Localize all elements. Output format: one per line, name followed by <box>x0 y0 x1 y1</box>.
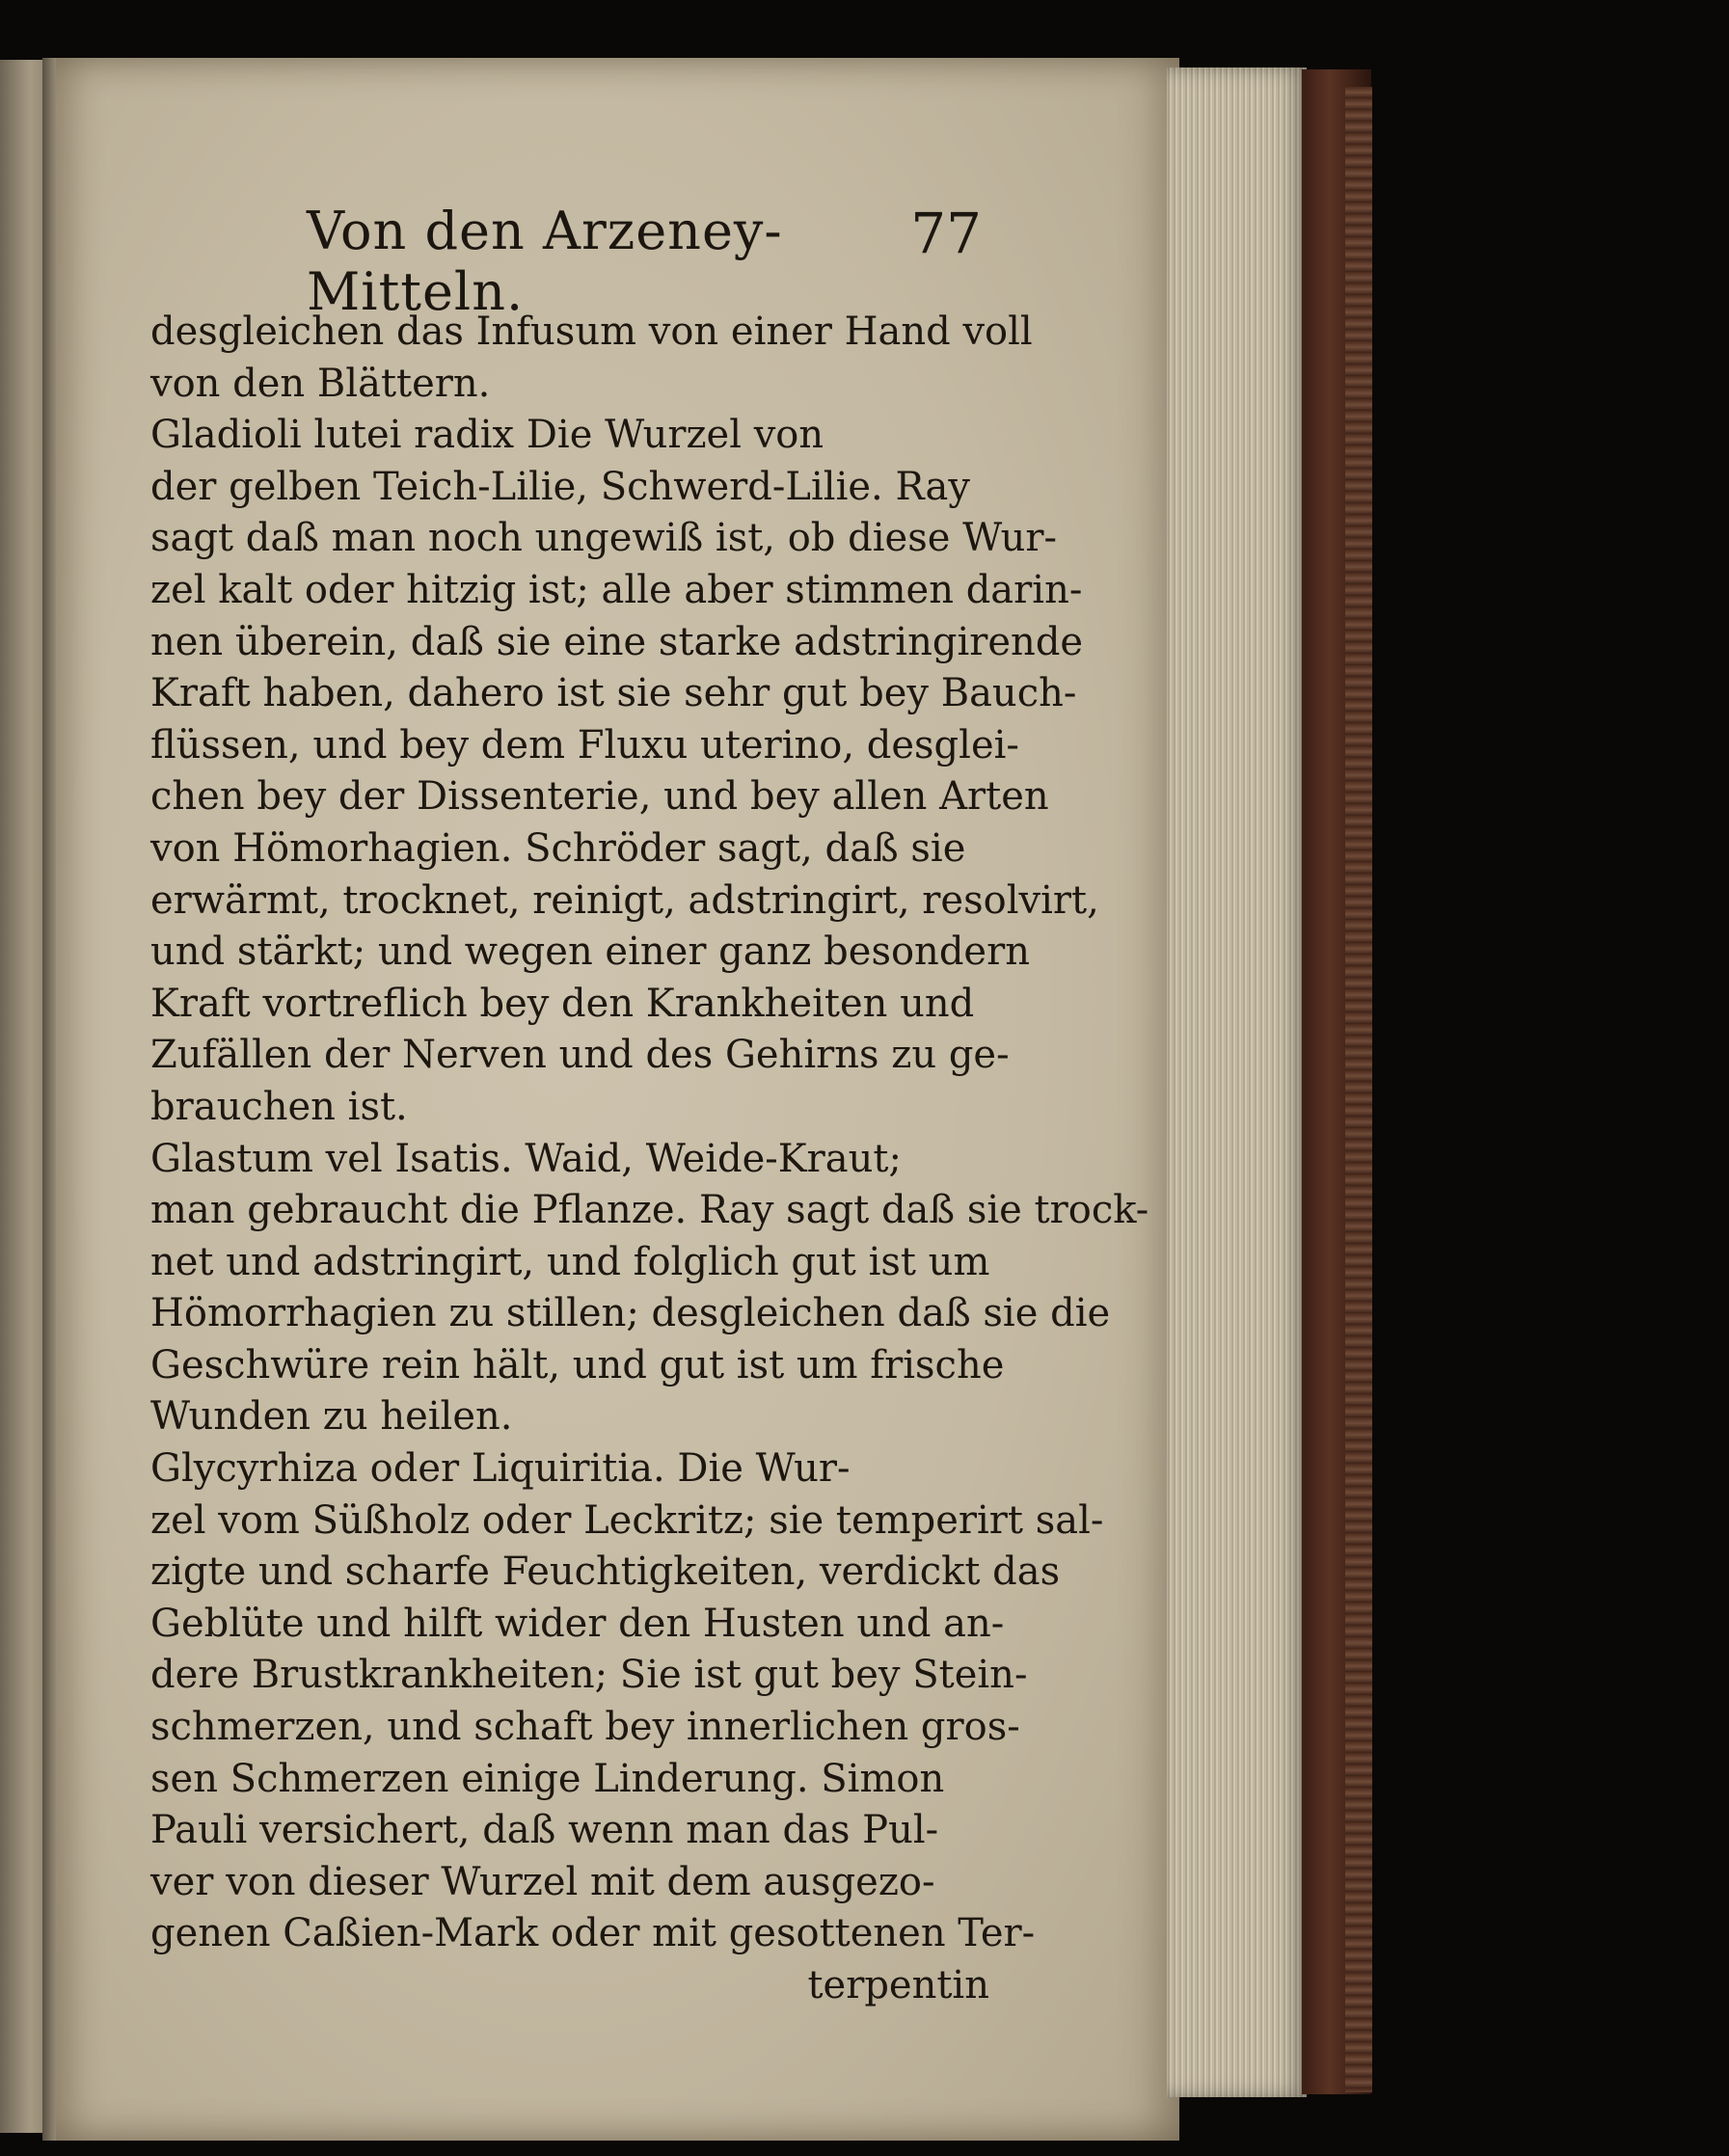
body-text <box>150 307 1149 2012</box>
text-line: zigte und scharfe Feuchtigkeiten, verdickt das <box>150 1550 1061 1595</box>
running-head: Von den Arzeney-Mitteln. <box>307 201 783 322</box>
text-line: Kraft vortreflich bey den Krankheiten und <box>150 981 975 1026</box>
text-line: dere Brustkrankheiten; Sie ist gut bey Stein- <box>150 1653 1028 1698</box>
text-line: Geschwüre rein hält, und gut ist um frische <box>150 1342 1005 1388</box>
text-line: brauchen ist. <box>150 1084 408 1129</box>
text-line: net und adstringirt, und folglich gut ist um <box>150 1239 990 1284</box>
catchword: terpentin <box>807 1963 989 2008</box>
text-line: chen bey der Dissenterie, und bey allen Arten <box>150 774 1049 820</box>
text-line: Glastum vel Isatis. Waid, Weide-Kraut; <box>150 1136 902 1181</box>
text-line: schmerzen, und schaft bey innerlichen gros- <box>150 1705 1020 1750</box>
text-line: Hömorrhagien zu stillen; desgleichen daß sie die <box>150 1291 1111 1336</box>
text-line: erwärmt, trocknet, reinigt, adstringirt, resolvirt, <box>150 877 1099 923</box>
text-line: Geblüte und hilft wider den Husten und an- <box>150 1601 1005 1646</box>
text-line: genen Caßien-Mark oder mit gesottenen Ter- <box>150 1911 1036 1956</box>
text-line: flüssen, und bey dem Fluxu uterino, desglei- <box>150 722 1019 768</box>
text-line: nen überein, daß sie eine starke adstringirende <box>150 619 1084 664</box>
text-line: ver von dieser Wurzel mit dem ausgezo- <box>150 1859 935 1904</box>
text-line: Glycyrhiza oder Liquiritia. Die Wur- <box>150 1446 851 1492</box>
text-line: Wunden zu heilen. <box>150 1394 513 1440</box>
text-line: und stärkt; und wegen einer ganz besondern <box>150 930 1030 975</box>
page-number: 77 <box>910 201 982 266</box>
text-line: sagt daß man noch ungewiß ist, ob diese Wur- <box>150 516 1057 561</box>
text-line: man gebraucht die Pflanze. Ray sagt daß sie trock- <box>150 1188 1149 1233</box>
page-stack-edges <box>1167 67 1307 2097</box>
text-line: sen Schmerzen einige Linderung. Simon <box>150 1756 945 1801</box>
text-line: Gladioli lutei radix Die Wurzel von <box>150 413 824 458</box>
page-header <box>307 201 982 322</box>
text-line: Kraft haben, dahero ist sie sehr gut bey Bauch- <box>150 671 1077 716</box>
text-line: zel kalt oder hitzig ist; alle aber stimmen darin- <box>150 567 1083 612</box>
text-line: Zufällen der Nerven und des Gehirns zu ge- <box>150 1033 1010 1078</box>
text-line: zel vom Süßholz oder Leckritz; sie temperirt sal- <box>150 1497 1104 1543</box>
text-line: desgleichen das Infusum von einer Hand voll <box>150 310 1033 354</box>
cover-spine-edge <box>1345 87 1372 2092</box>
text-line: der gelben Teich-Lilie, Schwerd-Lilie. Ray <box>150 464 970 509</box>
text-line: von den Blättern. <box>150 361 491 406</box>
text-line: von Hömorhagien. Schröder sagt, daß sie <box>150 825 966 871</box>
text-line: Pauli versichert, daß wenn man das Pul- <box>150 1808 939 1853</box>
